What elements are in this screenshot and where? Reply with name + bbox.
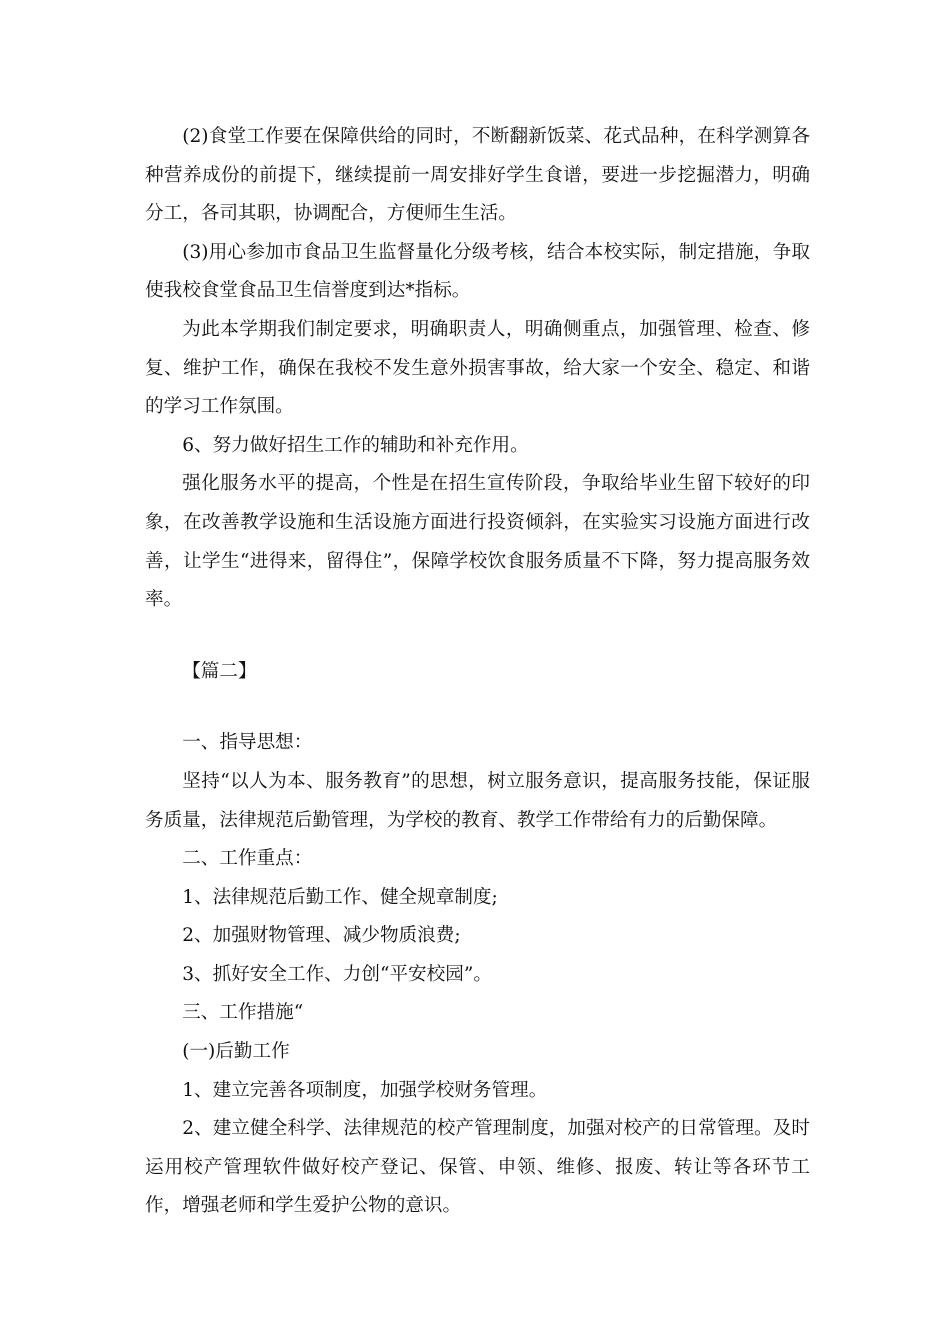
list-item-measure-1: 1、建立完善各项制度，加强学校财务管理。 [182,1079,548,1101]
paragraph-canteen-supply: (2)食堂工作要在保障供给的同时，不断翻新饭菜、花式品种，在科学测算各种营养成份的前提下，继续提前一周安排好学生食谱，要进一步挖掘潜力，明确分工，各司其职，协调配合，方便师生生活。 [145,126,810,225]
heading-guiding-ideology: 一、指导思想： [182,732,313,754]
list-item-focus-2: 2、加强财物管理、减少物质浪费; [182,925,461,947]
paragraph-service-improvement: 强化服务水平的提高，个性是在招生宣传阶段，争取给毕业生留下较好的印象，在改善教学设施和生活设施方面进行投资倾斜，在实验实习设施方面进行改善，让学生“进得来，留得住”，保障学校饮食服务质量不下降，努力提高服务效率。 [145,473,810,611]
part-two [145,724,810,1226]
subheading-logistics: (一)后勤工作 [182,1041,290,1063]
heading-work-focus: 二、工作重点： [182,848,313,870]
part-one [145,118,810,620]
paragraph-enrollment-support: 6、努力做好招生工作的辅助和补充作用。 [182,434,529,456]
section-title: 【篇二】 [182,660,257,682]
paragraph-safety-requirements: 为此本学期我们制定要求，明确职责人，明确侧重点，加强管理、检查、修复、维护工作，确保在我校不发生意外损害事故，给大家一个安全、稳定、和谐的学习工作氛围。 [145,318,810,418]
paragraph-guiding-ideology: 坚持“以人为本、服务教育”的思想，树立服务意识，提高服务技能，保证服务质量，法律规范后勤管理，为学校的教育、教学工作带给有力的后勤保障。 [145,770,810,831]
heading-work-measures: 三、工作措施“ [182,1002,304,1024]
paragraph-food-hygiene: (3)用心参加市食品卫生监督量化分级考核，结合本校实际，制定措施，争取使我校食堂食品卫生信誉度到达*指标。 [145,241,810,302]
list-item-focus-1: 1、法律规范后勤工作、健全规章制度; [182,886,498,908]
list-item-focus-3: 3、抓好安全工作、力创“平安校园”。 [182,963,492,985]
list-item-measure-2: 2、建立健全科学、法律规范的校产管理制度，加强对校产的日常管理。及时运用校产管理软件做好校产登记、保管、申领、维修、报废、转让等各环节工作，增强老师和学生爱护公物的意识。 [145,1118,810,1217]
